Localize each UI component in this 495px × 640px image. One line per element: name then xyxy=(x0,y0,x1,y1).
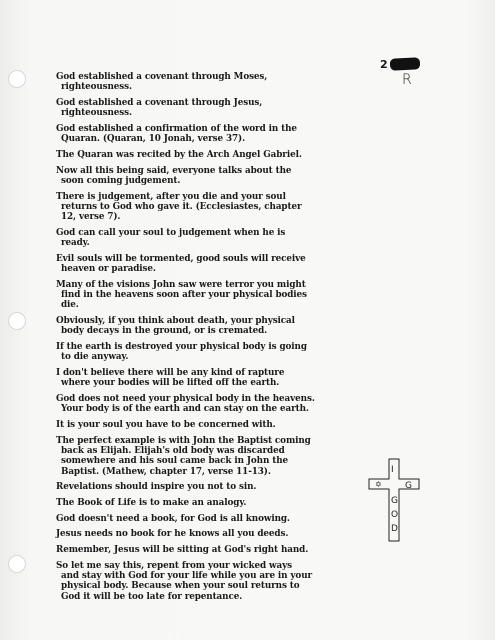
paragraph-line: I don't believe there will be any kind of rapture xyxy=(56,368,285,379)
paragraph xyxy=(56,124,408,145)
paragraph-line: God established a confirmation of the word in the xyxy=(56,123,297,134)
paragraph xyxy=(56,72,408,93)
paragraph-line: Evil souls will be tormented, good souls will receive xyxy=(56,253,306,264)
paragraph xyxy=(56,529,408,539)
paragraph-line: God established a covenant through Moses, xyxy=(56,72,268,82)
cross-letter: I xyxy=(391,465,394,475)
paragraph xyxy=(56,545,408,555)
paragraph xyxy=(56,192,408,223)
star-of-david-icon: ✡ xyxy=(375,480,382,489)
paragraph-line: physical body. Because when your soul returns to xyxy=(61,581,300,592)
paragraph-line: returns to God who gave it. (Ecclesiastes, chapter xyxy=(61,201,302,212)
paragraph xyxy=(56,228,408,249)
paragraph-line: If the earth is destroyed your physical body is going xyxy=(56,342,307,353)
paragraph-line: where your bodies will be lifted off the earth. xyxy=(61,378,280,389)
paragraph-line: to die anyway. xyxy=(61,352,129,363)
paragraph-line: Your body is of the earth and can stay on the earth. xyxy=(61,404,309,415)
paragraph-line: There is judgement, after you die and your soul xyxy=(56,191,286,202)
paragraph-line: back as Elijah. Elijah's old body was discarded xyxy=(61,446,285,457)
paragraph-line: ready. xyxy=(61,238,90,249)
paragraph-line: The Quaran was recited by the Arch Angel Gabriel. xyxy=(56,149,302,160)
paragraph-line: 12, verse 7). xyxy=(61,212,121,223)
paragraph-line: Now all this being said, everyone talks about the xyxy=(56,165,292,176)
paragraph-line: Remember, Jesus will be sitting at God's right hand. xyxy=(56,545,309,556)
paragraph xyxy=(56,254,408,275)
paragraph xyxy=(56,316,408,337)
paragraph-line: somewhere and his soul came back in John the xyxy=(61,456,288,467)
paragraph-line: find in the heavens soon after your physical bodies xyxy=(61,290,307,301)
redaction-mark xyxy=(390,57,421,71)
paragraph xyxy=(56,342,408,363)
paragraph xyxy=(56,394,408,415)
paragraph-line: Baptist. (Mathew, chapter 17, verse 11-13). xyxy=(61,466,271,477)
paragraph xyxy=(56,280,408,311)
paragraph xyxy=(56,420,408,430)
paragraph xyxy=(56,166,408,187)
hand-drawn-cross-icon xyxy=(365,455,425,545)
paragraph-line: die. xyxy=(61,300,79,311)
cross-letter: G xyxy=(405,481,412,491)
paragraph-line: God does not need your physical body in the heavens. xyxy=(56,394,315,405)
paragraph-line: righteousness. xyxy=(61,82,132,93)
paragraph-line: God established a covenant through Jesus, xyxy=(56,97,263,108)
paragraph-line: So let me say this, repent from your wicked ways xyxy=(56,560,292,571)
cross-letter: G xyxy=(391,496,398,506)
document-body xyxy=(56,72,408,607)
paragraph xyxy=(56,150,408,160)
paragraph xyxy=(56,368,408,389)
paragraph-line: God can call your soul to judgement when he is xyxy=(56,227,286,238)
paragraph-line: Jesus needs no book for he knows all you deeds. xyxy=(56,529,289,540)
paragraph xyxy=(56,436,408,477)
punch-hole xyxy=(8,312,26,330)
paragraph xyxy=(56,498,408,508)
paragraph-line: God doesn't need a book, for God is all knowing. xyxy=(56,513,290,524)
cross-letter: O xyxy=(391,510,399,520)
paragraph-line: righteousness. xyxy=(61,108,132,119)
paragraph-line: heaven or paradise. xyxy=(61,264,156,275)
paragraph-line: soon coming judgement. xyxy=(61,175,181,186)
paragraph-line: It is your soul you have to be concerned with. xyxy=(56,420,276,431)
paragraph-line: Revelations should inspire you not to sin. xyxy=(56,482,257,493)
paragraph-line: Quaran. (Quaran, 10 Jonah, verse 37). xyxy=(61,134,246,145)
paragraph-line: and stay with God for your life while you are in your xyxy=(61,571,313,582)
paragraph xyxy=(56,514,408,524)
paragraph-line: The perfect example is with John the Baptist coming xyxy=(56,435,311,446)
paragraph xyxy=(56,561,408,602)
paragraph xyxy=(56,98,408,119)
punch-hole xyxy=(8,555,26,573)
paragraph-line: Many of the visions John saw were terror you might xyxy=(56,279,306,290)
page-number: 2 xyxy=(380,58,388,71)
punch-hole xyxy=(8,70,26,88)
paragraph-line: God it will be too late for repentance. xyxy=(61,591,243,602)
paragraph-line: The Book of Life is to make an analogy. xyxy=(56,498,247,509)
paragraph-line: Obviously, if you think about death, your physical xyxy=(56,316,295,327)
paragraph-line: body decays in the ground, or is cremated. xyxy=(61,326,268,337)
paragraph xyxy=(56,482,408,492)
cross-letter: D xyxy=(391,524,398,534)
handwritten-initial: R xyxy=(402,72,412,88)
